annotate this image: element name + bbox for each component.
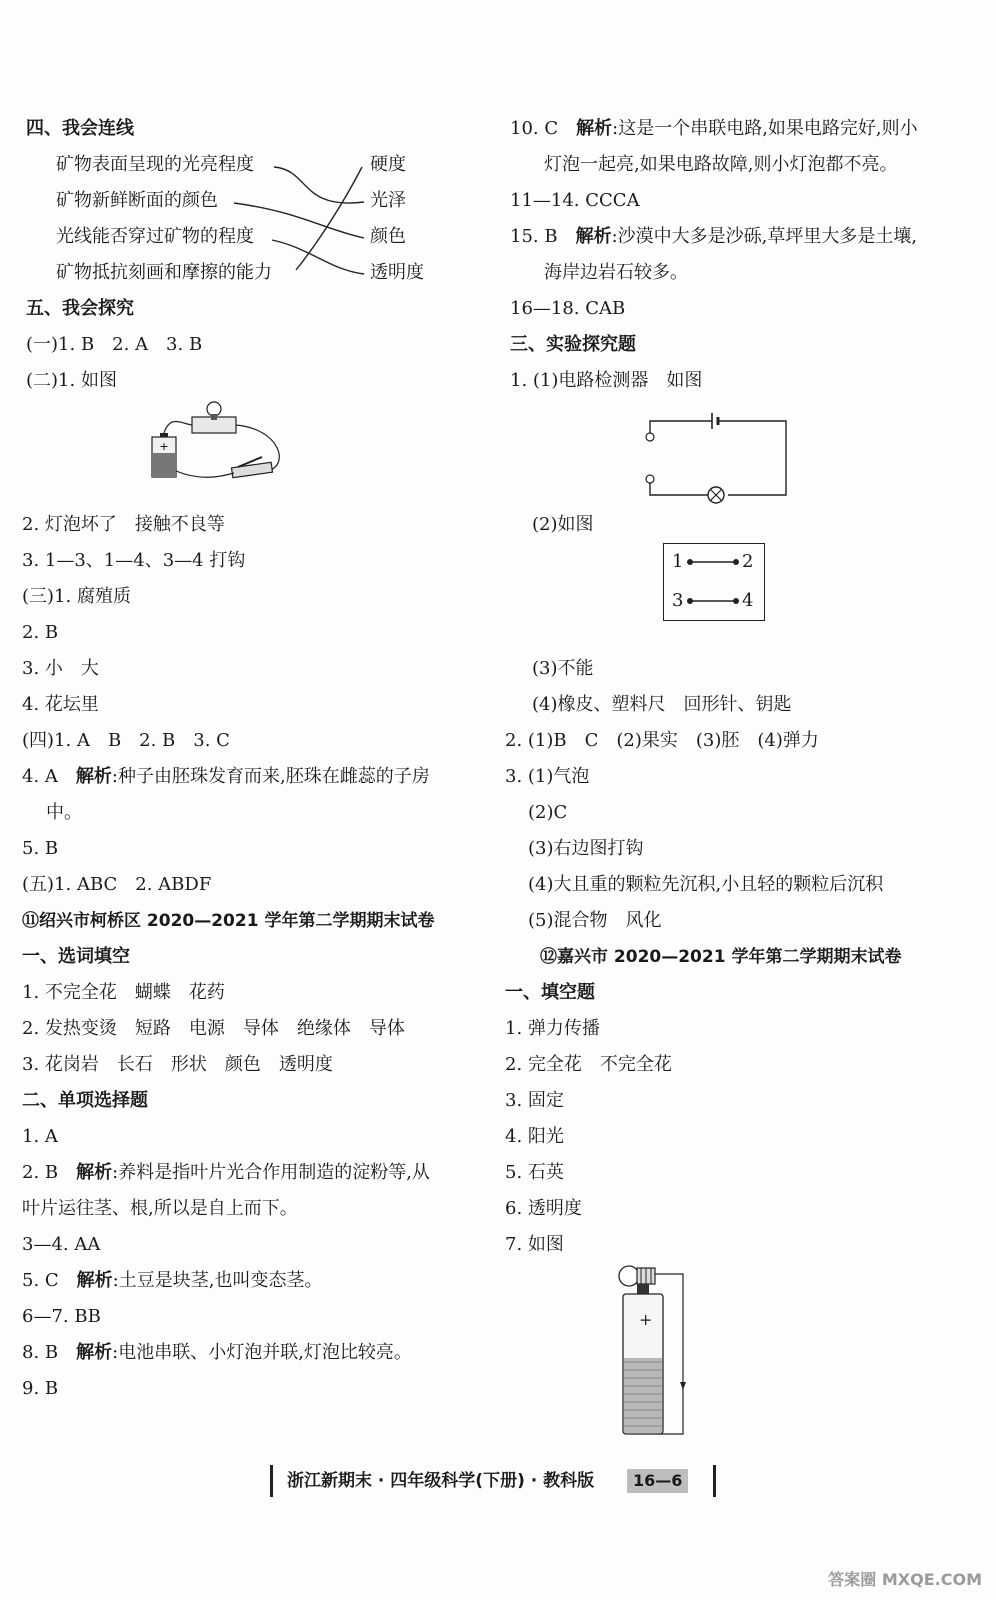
match-right-4: 透明度	[370, 262, 424, 283]
answer-line: (三)1. 腐殖质	[22, 586, 131, 607]
answer-line: 2. 完全花 不完全花	[505, 1054, 672, 1075]
answer-line: 2. (1)B C (2)果实 (3)胚 (4)弹力	[505, 730, 819, 751]
answer-with-analysis: 15. B 解析:沙漠中大多是沙砾,草坪里大多是土壤,	[510, 226, 918, 247]
answer-line: 3. 1—3、1—4、3—4 打钩	[22, 550, 246, 571]
answer-line: (2)C	[528, 802, 568, 823]
terminal-label-4: 4	[742, 590, 754, 611]
section-title: 一、填空题	[505, 982, 595, 1003]
terminal-connections	[664, 544, 764, 620]
answer-line: (四)1. A B 2. B 3. C	[22, 730, 230, 751]
battery-plus-sign: +	[639, 1310, 653, 1329]
exam-title-12: ⑫嘉兴市 2020—2021 学年第二学期期末试卷	[540, 947, 902, 967]
answer-line: (二)1. 如图	[26, 370, 117, 391]
answer-line: 16—18. CAB	[510, 298, 626, 319]
answer-line: 5. 石英	[505, 1162, 564, 1183]
answer-line: 2. B	[22, 622, 59, 643]
answer-line: (五)1. ABC 2. ABDF	[22, 874, 212, 895]
battery-bulb-drawing	[605, 1262, 695, 1452]
match-left-1: 矿物表面呈现的光亮程度	[56, 154, 254, 175]
answer-line: 3. 固定	[505, 1090, 564, 1111]
answer-line: 中。	[46, 802, 82, 823]
answer-line: 4. 花坛里	[22, 694, 99, 715]
answer-line: 11—14. CCCA	[510, 190, 640, 211]
answer-line: 3—4. AA	[22, 1234, 101, 1255]
match-left-4: 矿物抵抗刻画和摩擦的能力	[56, 262, 272, 283]
footer-page-number: 16—6	[627, 1469, 688, 1493]
terminal-label-3: 3	[672, 590, 684, 611]
match-right-2: 光泽	[370, 190, 406, 211]
circuit-tester-diagram	[640, 405, 800, 505]
answer-line: 3. 花岗岩 长石 形状 颜色 透明度	[22, 1054, 333, 1075]
svg-text:+: +	[159, 440, 169, 453]
answer-line: (3)不能	[532, 658, 594, 679]
footer-title: 浙江新期末 · 四年级科学(下册) · 教科版	[287, 1471, 595, 1491]
match-right-3: 颜色	[370, 226, 406, 247]
answer-line: 灯泡一起亮,如果电路故障,则小灯泡都不亮。	[544, 154, 898, 175]
answer-with-analysis: 2. B 解析:养料是指叶片光合作用制造的淀粉等,从	[22, 1162, 430, 1183]
match-left-2: 矿物新鲜断面的颜色	[56, 190, 218, 211]
section-title: 一、选词填空	[22, 946, 130, 967]
answer-line: 6—7. BB	[22, 1306, 101, 1327]
match-right-1: 硬度	[370, 154, 406, 175]
terminal-label-1: 1	[672, 551, 684, 572]
answer-line: 3. 小 大	[22, 658, 99, 679]
match-left-3: 光线能否穿过矿物的程度	[56, 226, 254, 247]
answer-with-analysis: 4. A 解析:种子由胚珠发育而来,胚珠在雌蕊的子房	[22, 766, 430, 787]
watermark-logo: 答案圈 MXQE.COM	[828, 1570, 982, 1589]
section-five-title: 五、我会探究	[26, 298, 134, 319]
answer-line: 4. 阳光	[505, 1126, 564, 1147]
answer-line: (2)如图	[532, 514, 594, 535]
answer-line: 2. 发热变烫 短路 电源 导体 绝缘体 导体	[22, 1018, 405, 1039]
answer-line: 7. 如图	[505, 1234, 564, 1255]
answer-with-analysis: 10. C 解析:这是一个串联电路,如果电路完好,则小	[510, 118, 918, 139]
matching-lines	[0, 0, 500, 300]
answer-with-analysis: 5. C 解析:土豆是块茎,也叫变态茎。	[22, 1270, 323, 1291]
answer-line: (3)右边图打钩	[528, 838, 644, 859]
section-title: 二、单项选择题	[22, 1090, 148, 1111]
answer-line: 3. (1)气泡	[505, 766, 590, 787]
answer-line: (4)橡皮、塑料尺 回形针、钥匙	[532, 694, 792, 715]
answer-line: 5. B	[22, 838, 59, 859]
section-four-title: 四、我会连线	[26, 118, 134, 139]
circuit-figure-bulb-battery-switch	[140, 395, 290, 495]
exam-title-11: ⑪绍兴市柯桥区 2020—2021 学年第二学期期末试卷	[22, 911, 435, 931]
terminal-label-2: 2	[742, 551, 754, 572]
section-title: 三、实验探究题	[510, 334, 636, 355]
answer-line: 1. A	[22, 1126, 58, 1147]
battery-bulb-figure	[605, 1262, 695, 1452]
answer-line: 1. 弹力传播	[505, 1018, 600, 1039]
answer-line: 6. 透明度	[505, 1198, 582, 1219]
answer-line: 2. 灯泡坏了 接触不良等	[22, 514, 225, 535]
answer-line: 叶片运往茎、根,所以是自上而下。	[22, 1198, 298, 1219]
answer-line: 1. (1)电路检测器 如图	[510, 370, 703, 391]
answer-line: 9. B	[22, 1378, 59, 1399]
answer-line: (一)1. B 2. A 3. B	[26, 334, 203, 355]
answer-line: (5)混合物 风化	[528, 910, 662, 931]
answer-with-analysis: 8. B 解析:电池串联、小灯泡并联,灯泡比较亮。	[22, 1342, 412, 1363]
terminal-box-diagram	[663, 543, 765, 621]
page-footer	[270, 1465, 716, 1497]
answer-line: 1. 不完全花 蝴蝶 花药	[22, 982, 225, 1003]
answer-line: 海岸边岩石较多。	[544, 262, 688, 283]
answer-line: (4)大且重的颗粒先沉积,小且轻的颗粒后沉积	[528, 874, 884, 895]
